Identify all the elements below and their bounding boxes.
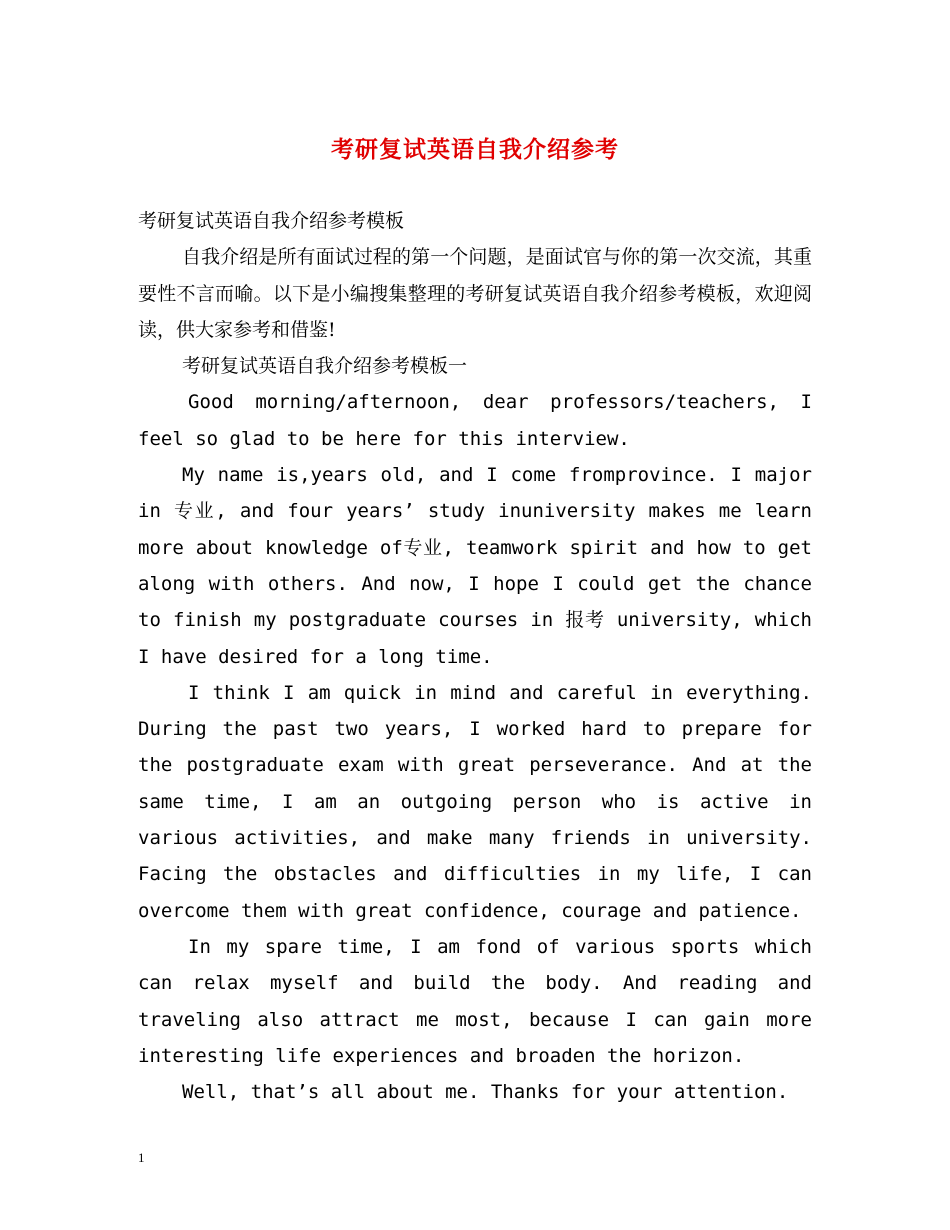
document-body (138, 203, 812, 1110)
intro-paragraph: 自我介绍是所有面试过程的第一个问题，是面试官与你的第一次交流，其重要性不言而喻。以下是小编搜集整理的考研复试英语自我介绍参考模板，欢迎阅读，供大家参考和借鉴! (138, 246, 812, 341)
section-heading: 考研复试英语自我介绍参考模板 (138, 210, 405, 232)
paragraph-personality: I think I am quick in mind and careful in everything. During the past two years, I worked hard to prepare for the postgraduate exam with great perseverance. And at the same time, I am an outgoing person who is active in various activities, and make many friends in university. Facing the obstacles and difficulties in my life, I can overcome them with great confidence, courage and patience. (138, 681, 812, 922)
paragraph-hobbies: In my spare time, I am fond of various sports which can relax myself and build the body. And reading and traveling also attract me most, because I can gain more interesting life experiences and broaden the horizon. (138, 935, 812, 1067)
paragraph-greeting: Good morning/afternoon, dear professors/teachers, I feel so glad to be here for this interview. (138, 391, 812, 450)
template-heading: 考研复试英语自我介绍参考模板一 (182, 355, 468, 378)
document-title: 考研复试英语自我介绍参考 (331, 136, 619, 163)
page-number: 1 (138, 1150, 145, 1165)
paragraph-background: My name is,years old, and I come fromprovince. I major in 专业, and four years’ study inuniversity makes me learn more about knowledge of专业, teamwork spirit and how to get along with others. And now, I hope I could get the chance to finish my postgraduate courses in 报考 university, which I have desired for a long time. (138, 464, 812, 668)
paragraph-closing: Well, that’s all about me. Thanks for your attention. (182, 1081, 789, 1104)
